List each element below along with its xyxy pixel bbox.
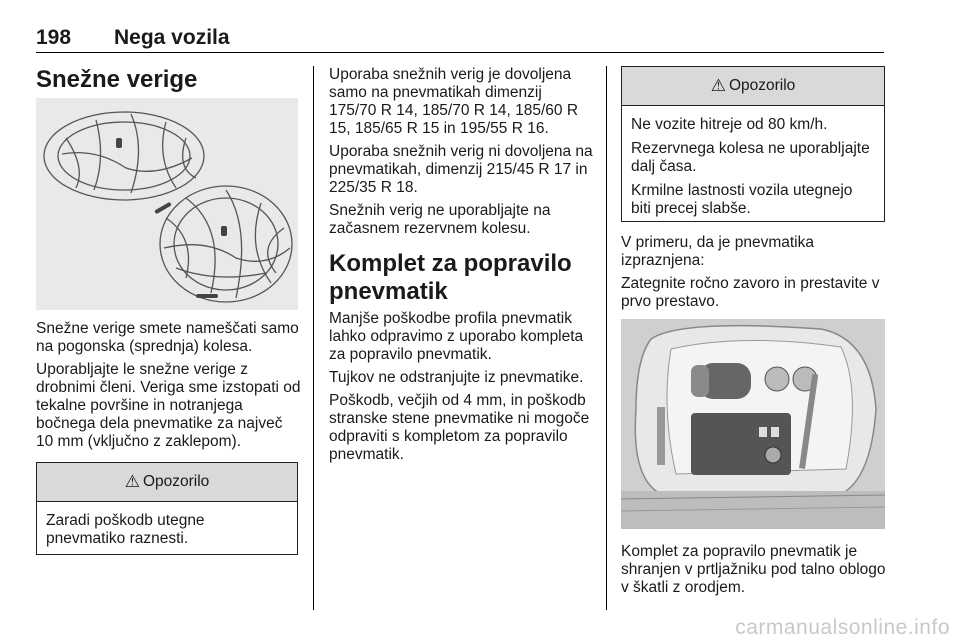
header-rule (36, 52, 884, 53)
paragraph: Tujkov ne odstranjujte iz pnevmatike. (329, 369, 584, 386)
column-3-body (621, 234, 889, 316)
tyre-repair-kit-photo (621, 319, 885, 529)
warning-header (37, 463, 297, 502)
warning-body (37, 502, 297, 562)
warning-box (36, 462, 298, 555)
caption-text: Komplet za popravilo pnevmatik je shranjen v prtljažniku pod talno oblogo v škatli z orodjem. (621, 543, 886, 596)
warning-title: Opozorilo (728, 77, 796, 94)
watermark: carmanualsonline.info (735, 616, 950, 639)
section-title-snow-chains: Snežne verige (36, 66, 198, 93)
warning-triangle-icon: ⚠ (710, 76, 726, 95)
column-1-body (36, 320, 302, 456)
section-title-repair-kit: Komplet za popravilo pnevmatik (329, 250, 572, 305)
warning-title: Opozorilo (142, 473, 210, 490)
page-number: 198 (36, 26, 72, 49)
warning-header (622, 67, 884, 106)
snow-chains-illustration (36, 98, 298, 310)
warning-text: Rezervnega kolesa ne uporabljajte dalj časa. (631, 140, 870, 175)
paragraph: V primeru, da je pnevmatika izpraznjena: (621, 234, 814, 269)
snow-chains-image (36, 98, 298, 310)
warning-text: Zaradi poškodb utegne pnevmatiko raznesti. (46, 512, 205, 547)
column-2 (329, 66, 593, 469)
paragraph: Manjše poškodbe profila pnevmatik lahko odpravimo z uporabo kompleta za popravilo pnevmatik. (329, 310, 584, 363)
warning-box (621, 66, 885, 222)
column-divider-1 (313, 66, 314, 610)
paragraph: Snežnih verig ne uporabljajte na začasnem rezervnem kolesu. (329, 202, 551, 237)
paragraph: Uporabljajte le snežne verige z drobnimi členi. Veriga sme izstopati od tekalne površine in notranjega bočnega dela pnevmatike za največ 10 mm (vključno z zaklepom). (36, 361, 301, 450)
paragraph: Snežne verige smete nameščati samo na pogonska (sprednja) kolesa. (36, 320, 299, 355)
paragraph: Uporaba snežnih verig je dovoljena samo na pnevmatikah dimenzij 175/70 R 14, 185/70 R 14, 185/60 R 15, 185/65 R 15 in 195/55 R 16. (329, 66, 579, 137)
warning-text: Ne vozite hitreje od 80 km/h. (631, 116, 828, 133)
image-caption (621, 543, 887, 602)
warning-body (622, 106, 884, 232)
paragraph: Uporaba snežnih verig ni dovoljena na pnevmatikah, dimenzij 215/45 R 17 in 225/35 R 18. (329, 143, 593, 196)
chapter-title: Nega vozila (114, 26, 230, 49)
warning-text: Krmilne lastnosti vozila utegnejo biti precej slabše. (631, 182, 853, 217)
column-divider-2 (606, 66, 607, 610)
warning-triangle-icon: ⚠ (124, 472, 140, 491)
column-1 (36, 66, 298, 94)
repair-kit-image (621, 319, 885, 529)
paragraph: Zategnite ročno zavoro in prestavite v prvo prestavo. (621, 275, 880, 310)
paragraph: Poškodb, večjih od 4 mm, in poškodb stranske stene pnevmatike ni mogoče odpraviti s kompletom za popravilo pnevmatik. (329, 392, 590, 463)
